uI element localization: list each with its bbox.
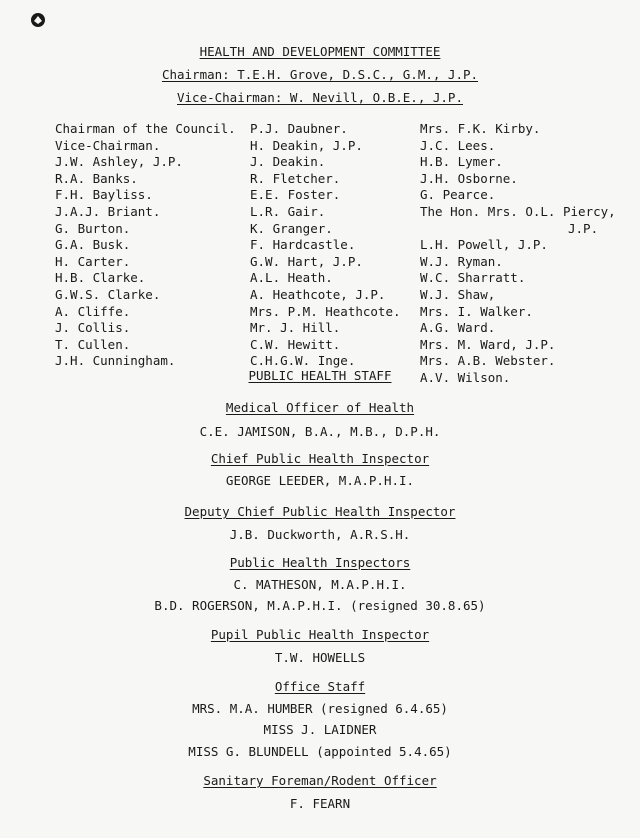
committee-title: HEALTH AND DEVELOPMENT COMMITTEE xyxy=(199,44,441,59)
members-column-1 xyxy=(55,121,236,370)
staff-heading: PUBLIC HEALTH STAFF xyxy=(248,368,392,383)
member: A.V. Wilson. xyxy=(420,369,511,385)
member: T. Cullen. xyxy=(55,336,131,352)
member: J.C. Lees. xyxy=(420,137,496,153)
member: G. Pearce. xyxy=(420,187,496,203)
member: A.G. Ward. xyxy=(420,320,496,336)
member: J.A.J. Briant. xyxy=(55,203,161,219)
member: G.W. Hart, J.P. xyxy=(250,253,363,269)
foreman-name: F. FEARN xyxy=(289,796,351,811)
member: Vice-Chairman. xyxy=(55,137,161,153)
member: J. Collis. xyxy=(55,320,131,336)
member-continuation: J.P. xyxy=(568,220,599,236)
member: A.L. Heath. xyxy=(250,270,333,286)
phi-name-1: C. MATHESON, M.A.P.H.I. xyxy=(233,577,407,592)
member: J. Deakin. xyxy=(250,154,326,170)
member: L.R. Gair. xyxy=(250,203,326,219)
member: W.J. Ryman. xyxy=(420,253,503,269)
dcphi-title: Deputy Chief Public Health Inspector xyxy=(184,504,456,519)
office-name-2: MISS J. LAIDNER xyxy=(263,722,377,737)
moh-title: Medical Officer of Health xyxy=(225,400,415,415)
member: F.H. Bayliss. xyxy=(55,187,153,203)
vice-chairman-line: Vice-Chairman: W. Nevill, O.B.E., J.P. xyxy=(177,90,463,105)
chairman-line: Chairman: T.E.H. Grove, D.S.C., G.M., J.P. xyxy=(161,67,479,82)
dcphi-name: J.B. Duckworth, A.R.S.H. xyxy=(229,527,411,542)
members-column-2 xyxy=(250,121,401,370)
member: K. Granger. xyxy=(250,220,333,236)
member: Mr. J. Hill. xyxy=(250,320,341,336)
member: J.H. Cunningham. xyxy=(55,353,176,369)
member: The Hon. Mrs. O.L. Piercy, xyxy=(420,203,616,219)
member: W.J. Shaw, xyxy=(420,286,496,302)
member: E.E. Foster. xyxy=(250,187,341,203)
moh-name: C.E. JAMISON, B.A., M.B., D.P.H. xyxy=(199,424,441,439)
member: F. Hardcastle. xyxy=(250,237,356,253)
member: J.W. Ashley, J.P. xyxy=(55,154,183,170)
member: Mrs. M. Ward, J.P. xyxy=(420,336,556,352)
cphi-title: Chief Public Health Inspector xyxy=(210,451,430,466)
cphi-name: GEORGE LEEDER, M.A.P.H.I. xyxy=(225,473,415,488)
member: R. Fletcher. xyxy=(250,170,341,186)
member: G. Burton. xyxy=(55,220,131,236)
member: Chairman of the Council. xyxy=(55,121,236,136)
office-name-3: MISS G. BLUNDELL (appointed 5.4.65) xyxy=(188,744,452,759)
member: J.H. Osborne. xyxy=(420,170,518,186)
member: A. Heathcote, J.P. xyxy=(250,286,386,302)
member: C.H.G.W. Inge. xyxy=(250,353,356,369)
emblem-icon xyxy=(30,12,46,28)
member: H.B. Lymer. xyxy=(420,154,503,170)
member: Mrs. F.K. Kirby. xyxy=(420,121,541,136)
member: H. Deakin, J.P. xyxy=(250,137,363,153)
pupil-title: Pupil Public Health Inspector xyxy=(210,627,430,642)
member: Mrs. P.M. Heathcote. xyxy=(250,303,401,319)
member: G.W.S. Clarke. xyxy=(55,286,161,302)
office-title: Office Staff xyxy=(274,679,366,694)
member: G.A. Busk. xyxy=(55,237,131,253)
members-column-3 xyxy=(420,121,616,387)
member: Mrs. A.B. Webster. xyxy=(420,353,556,369)
member: P.J. Daubner. xyxy=(250,121,348,136)
phi-name-2: B.D. ROGERSON, M.A.P.H.I. (resigned 30.8.65) xyxy=(154,598,486,613)
member: A. Cliffe. xyxy=(55,303,131,319)
member: W.C. Sharratt. xyxy=(420,270,526,286)
foreman-title: Sanitary Foreman/Rodent Officer xyxy=(203,773,437,788)
member: L.H. Powell, J.P. xyxy=(420,237,548,253)
member: Mrs. I. Walker. xyxy=(420,303,533,319)
phi-title: Public Health Inspectors xyxy=(229,555,411,570)
office-name-1: MRS. M.A. HUMBER (resigned 6.4.65) xyxy=(192,701,448,716)
member: H.B. Clarke. xyxy=(55,270,146,286)
member: H. Carter. xyxy=(55,253,131,269)
pupil-name: T.W. HOWELLS xyxy=(274,650,366,665)
member: C.W. Hewitt. xyxy=(250,336,341,352)
member: R.A. Banks. xyxy=(55,170,138,186)
